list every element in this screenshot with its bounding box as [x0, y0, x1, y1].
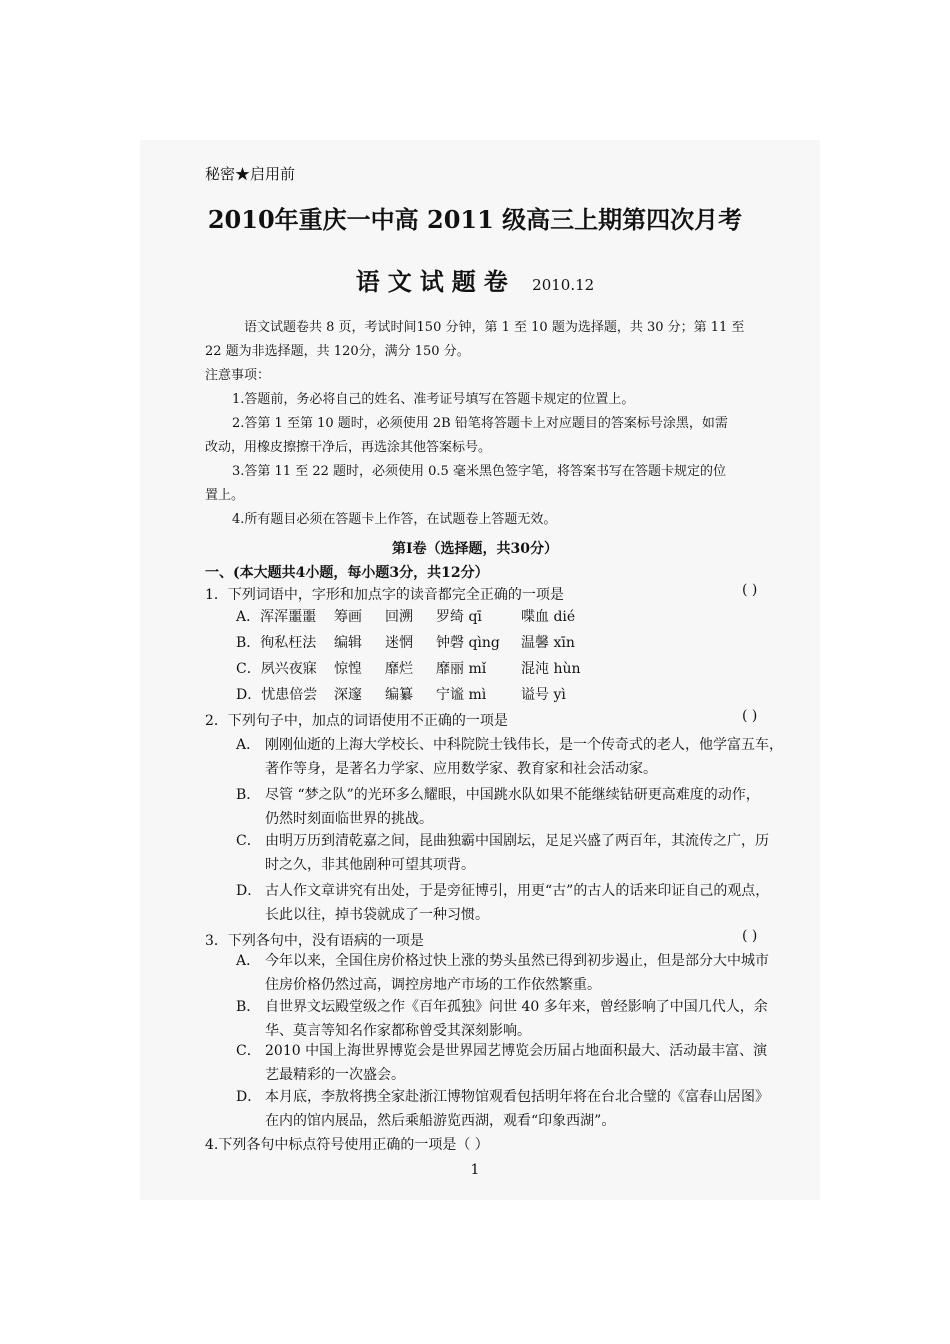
intro-line2: 22 题为非选择题，共 120分，满分 150 分。: [205, 344, 470, 359]
q1-c-2: 惊惶: [334, 661, 362, 677]
subtitle-text: 语文试题卷: [355, 267, 516, 296]
notice-item-1: 1.答题前，务必将自己的姓名、准考证号填写在答题卡规定的位置上。: [232, 392, 635, 407]
q2-a-line2: 著作等身，是著名力学家、应用数学家、教育家和社会活动家。: [265, 761, 657, 777]
q4-stem: 4.下列各句中标点符号使用正确的一项是（ ）: [205, 1137, 489, 1153]
q2-a-label: A．: [236, 737, 261, 753]
q3-d-line1: 本月底，李敖将携全家赴浙江博物馆观看包括明年将在台北合璧的《富春山居图》: [265, 1089, 769, 1105]
q1-b-4: 钟磬 qìng: [436, 635, 500, 651]
q3-a-line1: 今年以来，全国住房价格过快上涨的势头虽然已得到初步遏止，但是部分大中城市: [265, 953, 769, 969]
q2-c-label: C．: [236, 833, 261, 849]
intro-line1: 语文试题卷共 8 页，考试时间150 分钟，第 1 至 10 题为选择题，共 30 分；第 11 至: [244, 320, 745, 335]
q1-a-2: 筹画: [334, 609, 362, 625]
q1-c-3: 靡烂: [385, 661, 413, 677]
section-title: 第Ⅰ卷（选择题，共30分）: [391, 541, 559, 557]
q1-d-2: 深邃: [334, 687, 362, 703]
q1-b-3: 迷惘: [385, 635, 413, 651]
q1-d-3: 编纂: [385, 687, 413, 703]
notice-item-2a: 2.答第 1 至第 10 题时，必须使用 2B 铅笔将答题卡上对应题目的答案标号涂黑，如需: [232, 416, 728, 431]
q1-b-1: B．徇私枉法: [236, 635, 317, 651]
q3-answer-paren: ( ): [742, 928, 758, 944]
q3-b-line1: 自世界文坛殿堂级之作《百年孤独》问世 40 多年来，曾经影响了中国几代人，余: [265, 999, 768, 1015]
q1-a-3: 回溯: [385, 609, 413, 625]
q3-stem: 3．下列各句中，没有语病的一项是: [205, 933, 424, 949]
q3-a-line2: 住房价格仍然过高，调控房地产市场的工作依然繁重。: [265, 977, 601, 993]
q1-d-5: 谥号 yì: [521, 687, 566, 703]
paper-date: 2010.12: [532, 276, 595, 294]
q2-a-line1: 刚刚仙逝的上海大学校长、中科院院士钱伟长，是一个传奇式的老人，他学富五车，: [265, 737, 783, 753]
q3-b-line2: 华、莫言等知名作家都称曾受其深刻影响。: [265, 1023, 531, 1039]
q2-d-label: D．: [236, 883, 262, 899]
q3-a-label: A．: [236, 953, 261, 969]
q2-c-line1: 由明万历到清乾嘉之间，昆曲独霸中国剧坛，足足兴盛了两百年，其流传之广，历: [265, 833, 769, 849]
q1-c-4: 靡丽 mǐ: [436, 661, 487, 677]
notice-item-2b: 改动，用橡皮擦擦干净后，再选涂其他答案标号。: [205, 440, 492, 455]
part-one-heading: 一、(本大题共4小题，每小题3分，共12分）: [205, 565, 489, 581]
q1-stem: 1．下列词语中，字形和加点字的读音都完全正确的一项是: [205, 587, 564, 603]
q1-a-1: A．浑浑噩噩: [236, 609, 317, 625]
q3-c-line1: 2010 中国上海世界博览会是世界园艺博览会历届占地面积最大、活动最丰富、演: [265, 1043, 768, 1059]
q2-d-line2: 长此以往，掉书袋就成了一种习惯。: [265, 907, 489, 923]
q2-d-line1: 古人作文章讲究有出处，于是旁征博引，用更“古”的古人的话来印证自己的观点，: [265, 883, 770, 899]
q1-a-4: 罗绮 qī: [436, 609, 482, 625]
q2-b-line1: 尽管 “梦之队”的光环多么耀眼，中国跳水队如果不能继续钻研更高难度的动作，: [265, 787, 760, 803]
q1-b-2: 编辑: [334, 635, 362, 651]
secret-label: 秘密★启用前: [205, 165, 296, 183]
q1-d-4: 宁谧 mì: [436, 687, 487, 703]
notice-label: 注意事项：: [205, 368, 271, 383]
q3-c-label: C．: [236, 1043, 261, 1059]
q2-b-label: B．: [236, 787, 261, 803]
q3-d-label: D．: [236, 1089, 262, 1105]
q3-d-line2: 在内的馆内展品，然后乘船游览西湖，观看“印象西湖”。: [265, 1113, 616, 1129]
q2-answer-paren: ( ): [742, 708, 758, 724]
notice-item-4: 4.所有题目必须在答题卡上作答，在试题卷上答题无效。: [232, 512, 557, 527]
q2-c-line2: 时之久，非其他剧种可望其项背。: [265, 857, 475, 873]
q2-stem: 2．下列句子中，加点的词语使用不正确的一项是: [205, 713, 508, 729]
page-number: 1: [470, 1162, 480, 1178]
q3-c-line2: 艺最精彩的一次盛会。: [265, 1067, 405, 1083]
q3-b-label: B．: [236, 999, 261, 1015]
paper-subtitle: [0, 262, 950, 297]
exam-title: 2010年重庆一中高 2011 级高三上期第四次月考: [207, 205, 743, 234]
notice-item-3b: 置上。: [205, 488, 245, 503]
q1-b-5: 温馨 xīn: [521, 635, 575, 651]
q2-b-line2: 仍然时刻面临世界的挑战。: [265, 811, 433, 827]
q1-d-1: D．忧患倍尝: [236, 687, 318, 703]
q1-answer-paren: ( ): [742, 582, 758, 598]
q1-c-5: 混沌 hùn: [521, 661, 581, 677]
q1-c-1: C．夙兴夜寐: [236, 661, 317, 677]
q1-a-5: 喋血 dié: [521, 609, 576, 625]
notice-item-3a: 3.答第 11 至 22 题时，必须使用 0.5 毫米黑色签字笔，将答案书写在答题卡规定的位: [232, 464, 726, 479]
